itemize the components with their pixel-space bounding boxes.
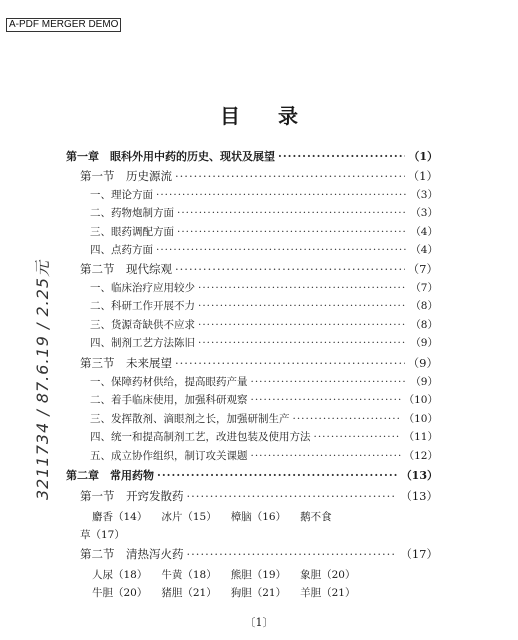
toc-section-1-1[interactable] (80, 169, 438, 183)
toc-label: 二、科研工作开展不力 (90, 300, 195, 312)
toc-page: （12） (403, 450, 438, 462)
drug-entry[interactable]: 人尿（18） (92, 569, 148, 581)
leader-dots (278, 150, 405, 164)
toc-chapter-1[interactable] (66, 150, 438, 164)
leader-dots (198, 299, 407, 313)
toc-label: 四、点药方面 (90, 244, 153, 256)
toc-page: （9） (407, 356, 438, 370)
drug-entry[interactable]: 猪胆（21） (161, 587, 217, 599)
toc-item[interactable] (90, 412, 438, 426)
toc-page: （10） (403, 394, 438, 406)
drug-entry[interactable]: 麝香（14） (92, 511, 148, 523)
toc-label: 二、着手临床使用，加强科研观察 (90, 394, 248, 406)
toc-item[interactable] (90, 449, 438, 463)
toc-item[interactable] (90, 281, 438, 295)
toc-label: 五、成立协作组织，制订攻关课题 (90, 450, 248, 462)
drug-list-line (92, 568, 370, 582)
toc-item[interactable] (90, 225, 438, 239)
toc-page: （13） (400, 469, 438, 482)
demo-watermark-stamp: A-PDF MERGER DEMO (6, 18, 121, 32)
leader-dots (156, 243, 407, 257)
toc-page: （7） (407, 262, 438, 276)
toc-label: 三、发挥散剂、滴眼剂之长，加强研制生产 (90, 413, 290, 425)
leader-dots (175, 169, 405, 183)
toc-page: （4） (410, 244, 438, 256)
leader-dots (251, 393, 401, 407)
toc-label: 二、药物炮制方面 (90, 207, 174, 219)
drug-entry[interactable]: 草（17） (80, 529, 125, 541)
drug-entry[interactable]: 鹅不食 (300, 511, 332, 523)
toc-page: （8） (410, 319, 438, 331)
toc-item[interactable] (90, 188, 438, 202)
toc-item[interactable] (90, 430, 438, 444)
leader-dots (175, 356, 405, 370)
toc-label: 三、货源奇缺供不应求 (90, 319, 195, 331)
drug-entry[interactable]: 樟脑（16） (230, 511, 287, 523)
toc-item[interactable] (90, 206, 438, 220)
leader-dots (187, 547, 398, 561)
page-number: 〔1〕 (244, 616, 274, 629)
leader-dots (157, 469, 398, 483)
leader-dots (198, 336, 407, 350)
toc-section-1-2[interactable] (80, 262, 438, 276)
toc-chapter-2[interactable] (66, 469, 438, 483)
leader-dots (251, 449, 401, 463)
toc-label: 第一章 眼科外用中药的历史、现状及展望 (66, 150, 275, 163)
drug-list-line (92, 586, 370, 600)
toc-item[interactable] (90, 299, 438, 313)
leader-dots (175, 262, 405, 276)
toc-page: （9） (410, 337, 438, 349)
toc-item[interactable] (90, 318, 438, 332)
margin-note-text: 3211734 / 87.6.19 / 2.25元 (33, 259, 52, 500)
toc-section-1-3[interactable] (80, 356, 438, 370)
toc-label: 一、保障药材供给，提高眼药产量 (90, 376, 248, 388)
leader-dots (198, 281, 407, 295)
toc-label: 三、眼药调配方面 (90, 226, 174, 238)
leader-dots (187, 489, 398, 503)
toc-section-2-2[interactable] (80, 547, 438, 561)
toc-section-2-1[interactable] (80, 489, 438, 503)
toc-item[interactable] (90, 336, 438, 350)
toc-page: （13） (400, 489, 438, 503)
toc-label: 第二节 清热泻火药 (80, 547, 184, 561)
leader-dots (293, 412, 401, 426)
drug-entry[interactable]: 冰片（15） (161, 511, 217, 523)
toc-label: 四、制剂工艺方法陈旧 (90, 337, 195, 349)
leader-dots (314, 430, 401, 444)
drug-entry[interactable]: 牛胆（20） (92, 587, 148, 599)
toc-page: （17） (400, 547, 438, 561)
toc-page: （7） (410, 282, 438, 294)
toc-item[interactable] (90, 393, 438, 407)
leader-dots (156, 188, 407, 202)
toc-page: （4） (410, 226, 438, 238)
toc-page: （1） (408, 150, 438, 163)
drug-entry[interactable]: 熊胆（19） (230, 569, 287, 581)
toc-page: （3） (410, 189, 438, 201)
drug-entry[interactable]: 羊胆（21） (300, 587, 356, 599)
drug-list-line (92, 510, 346, 524)
drug-list-line (80, 528, 139, 542)
drug-entry[interactable]: 狗胆（21） (230, 587, 287, 599)
drug-entry[interactable]: 牛黄（18） (161, 569, 217, 581)
page-title: 目录 (220, 104, 336, 128)
toc-item[interactable] (90, 375, 438, 389)
toc-label: 第一节 历史源流 (80, 169, 172, 183)
toc-page: （3） (410, 207, 438, 219)
leader-dots (198, 318, 407, 332)
toc-page: （9） (410, 376, 438, 388)
toc-label: 第三节 未来展望 (80, 356, 172, 370)
toc-page: （10） (403, 413, 438, 425)
leader-dots (251, 375, 408, 389)
toc-item[interactable] (90, 243, 438, 257)
toc-page: （1） (407, 169, 438, 183)
toc-page: （11） (403, 431, 438, 443)
toc-label: 第二章 常用药物 (66, 469, 154, 482)
toc-label: 一、理论方面 (90, 189, 153, 201)
leader-dots (177, 206, 407, 220)
toc-label: 一、临床治疗应用较少 (90, 282, 195, 294)
leader-dots (177, 225, 407, 239)
toc-label: 第二节 现代综观 (80, 262, 172, 276)
toc-label: 第一节 开窍发散药 (80, 489, 184, 503)
drug-entry[interactable]: 象胆（20） (300, 569, 356, 581)
toc-page: （8） (410, 300, 438, 312)
toc-label: 四、统一和提高制剂工艺，改进包装及使用方法 (90, 431, 311, 443)
